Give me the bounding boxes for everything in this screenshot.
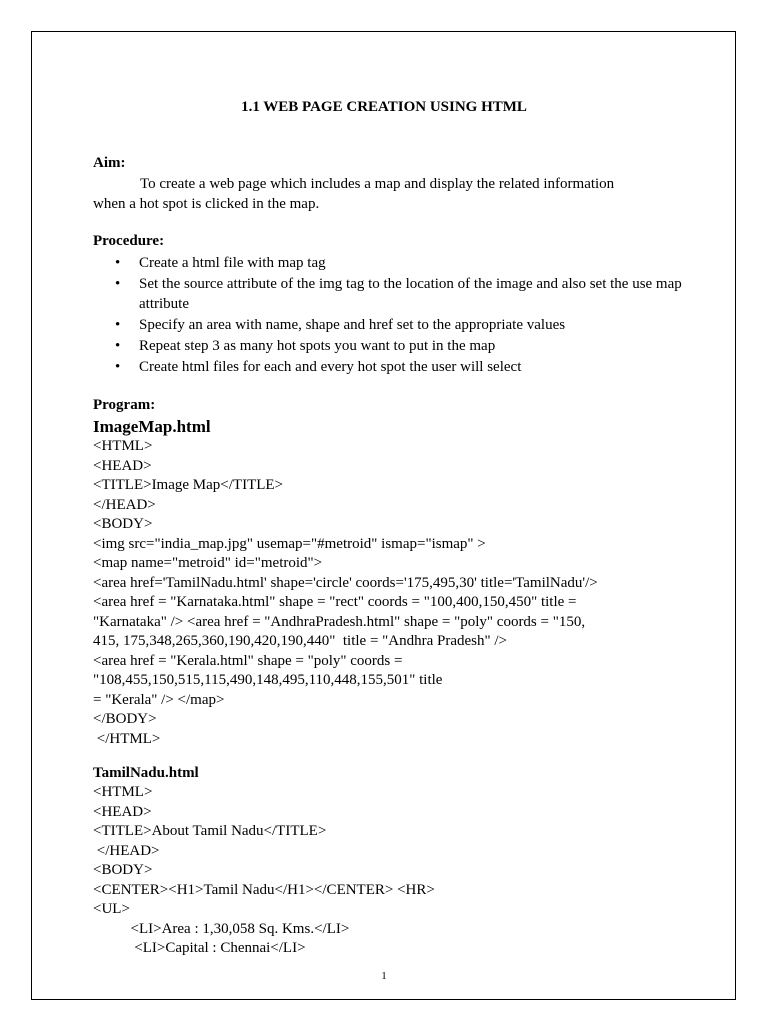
file2-code-block xyxy=(93,783,723,959)
code-line: "Karnataka" /> <area href = "AndhraPradesh.html" shape = "poly" coords = "150, xyxy=(93,613,586,630)
aim-text-line2: when a hot spot is clicked in the map. xyxy=(93,196,320,212)
procedure-step: • Repeat step 3 as many hot spots you want to put in the map xyxy=(93,336,723,356)
file1-code-block xyxy=(93,437,723,749)
aim-heading: Aim: xyxy=(93,155,126,171)
code-line: <HTML> xyxy=(93,784,153,800)
code-line: <area href = "Karnataka.html" shape = "rect" coords = "100,400,150,450" title = xyxy=(93,594,577,610)
procedure-step: • Set the source attribute of the img tag to the location of the image and also set the use map attribute xyxy=(93,274,723,314)
code-line: "108,455,150,515,115,490,148,495,110,448,155,501" title xyxy=(93,672,443,688)
procedure-step: • Create html files for each and every hot spot the user will select xyxy=(93,357,723,377)
program-heading: Program: xyxy=(93,397,156,413)
page-number: 1 xyxy=(381,970,387,982)
procedure-step: • Specify an area with name, shape and href set to the appropriate values xyxy=(93,315,723,335)
code-line: <HEAD> xyxy=(93,457,152,474)
code-line: </HEAD> xyxy=(93,842,160,859)
code-line: = "Kerala" /> </map> xyxy=(93,691,225,708)
aim-text xyxy=(93,174,723,214)
code-line: <TITLE>About Tamil Nadu</TITLE> xyxy=(93,823,327,839)
code-line: </HEAD> xyxy=(93,496,156,513)
code-line: <LI>Capital : Chennai</LI> xyxy=(93,940,306,956)
code-line: <BODY> xyxy=(93,516,153,532)
procedure-list xyxy=(93,253,723,378)
code-line: </BODY> xyxy=(93,711,157,727)
code-line: <HTML> xyxy=(93,438,153,454)
code-line: <img src="india_map.jpg" usemap="#metroid" ismap="ismap" > xyxy=(93,535,486,552)
code-line: <area href = "Kerala.html" shape = "poly" coords = xyxy=(93,652,403,669)
code-line: <BODY> xyxy=(93,862,153,878)
document-title: 1.1 WEB PAGE CREATION USING HTML xyxy=(241,99,527,115)
code-line: <CENTER><H1>Tamil Nadu</H1></CENTER> <HR> xyxy=(93,881,435,898)
code-line: <UL> xyxy=(93,901,130,917)
code-line: </HTML> xyxy=(93,730,161,747)
procedure-heading: Procedure: xyxy=(93,233,165,249)
code-line: <LI>Area : 1,30,058 Sq. Kms.</LI> xyxy=(93,920,350,937)
procedure-step: • Create a html file with map tag xyxy=(93,253,723,273)
code-line: 415, 175,348,265,360,190,420,190,440" title = "Andhra Pradesh" /> xyxy=(93,633,508,649)
code-line: <HEAD> xyxy=(93,803,152,820)
code-line: <area href='TamilNadu.html' shape='circle' coords='175,495,30' title='TamilNadu'/> xyxy=(93,574,598,591)
file1-title: ImageMap.html xyxy=(93,417,211,436)
code-line: <TITLE>Image Map</TITLE> xyxy=(93,477,284,493)
code-line: <map name="metroid" id="metroid"> xyxy=(93,555,323,571)
aim-text-line1: To create a web page which includes a map and display the related information xyxy=(140,176,615,192)
file2-title: TamilNadu.html xyxy=(93,765,199,781)
